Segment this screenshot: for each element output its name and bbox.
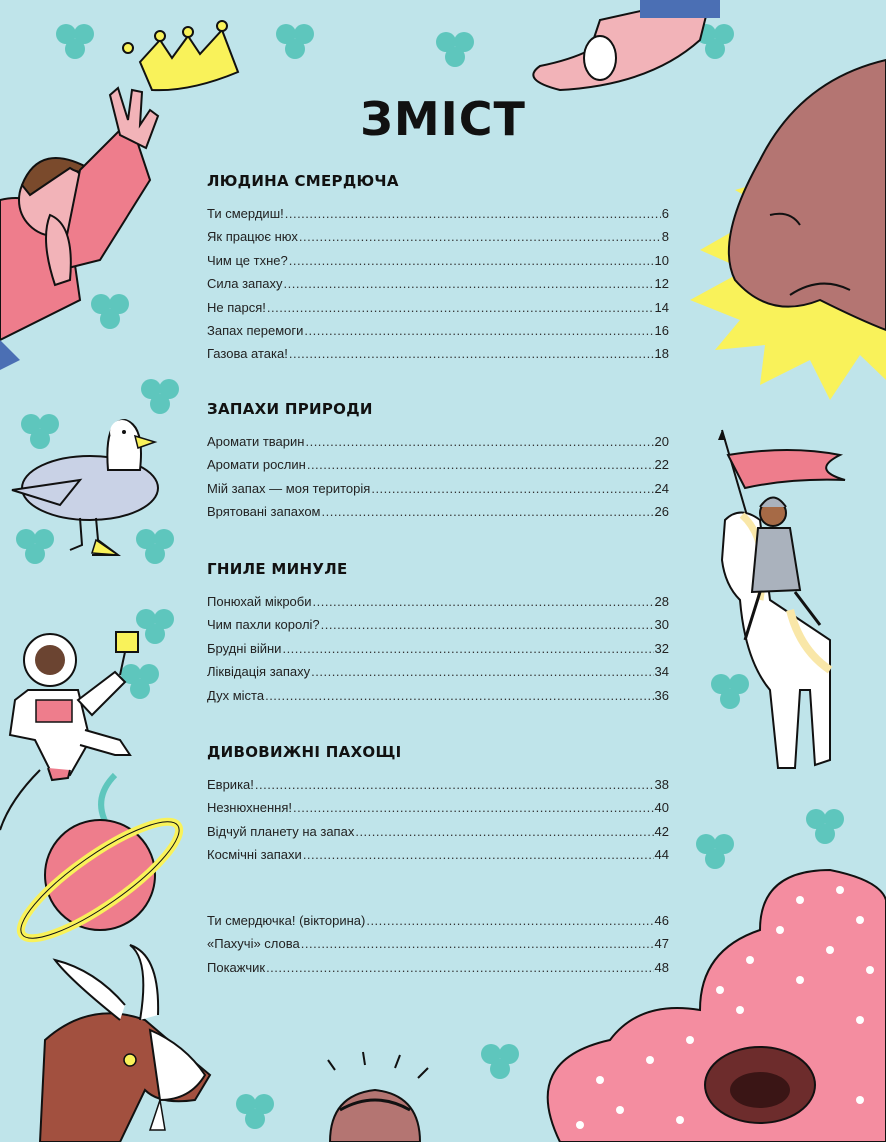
toc-entry[interactable]	[207, 594, 669, 617]
toc-entry[interactable]	[207, 777, 669, 800]
toc-section	[207, 560, 669, 711]
toc-entry[interactable]	[207, 824, 669, 847]
knight-icon	[718, 430, 845, 768]
toc-section-back-matter	[207, 913, 669, 983]
entry-page: 34	[654, 664, 669, 680]
dot-leader	[293, 800, 654, 815]
entry-label: Понюхай мікроби	[207, 594, 312, 609]
entry-page: 8	[661, 229, 669, 245]
crown-icon	[123, 21, 238, 90]
section-title: ЗАПАХИ ПРИРОДИ	[207, 400, 373, 418]
toc-entry[interactable]	[207, 847, 669, 870]
entry-label: Врятовані запахом	[207, 504, 321, 520]
dot-leader	[304, 323, 653, 338]
dot-leader	[299, 229, 661, 244]
entry-label: Як працює нюх	[207, 229, 298, 245]
toc-entry[interactable]	[207, 504, 669, 527]
toc-entry[interactable]	[207, 800, 669, 823]
toc-entry[interactable]	[207, 276, 669, 299]
entry-label: Чим пахли королі?	[207, 617, 320, 633]
toc-entry[interactable]	[207, 481, 669, 504]
entry-page: 38	[654, 777, 669, 792]
entry-page: 12	[654, 276, 669, 292]
entry-label: Ти смердиш!	[207, 206, 284, 221]
entry-label: Ліквідація запаху	[207, 664, 311, 680]
toc-entry[interactable]	[207, 434, 669, 457]
page-title: ЗМІСТ	[360, 92, 526, 146]
entry-label: Брудні війни	[207, 640, 282, 656]
entry-label: Покажчик	[207, 959, 266, 975]
entry-page: 48	[654, 959, 669, 975]
entry-page: 26	[654, 504, 669, 520]
entry-page: 30	[654, 617, 669, 633]
entry-page: 28	[654, 594, 669, 609]
toc-entry[interactable]	[207, 300, 669, 323]
dot-leader	[265, 688, 653, 703]
dot-leader	[321, 504, 653, 519]
hand-icon	[533, 0, 720, 90]
entry-label: Мій запах — моя територія	[207, 480, 371, 496]
section-title: ЛЮДИНА СМЕРДЮЧА	[207, 172, 399, 190]
toc-entry[interactable]	[207, 206, 669, 229]
dot-leader	[289, 253, 654, 268]
entry-page: 44	[654, 847, 669, 863]
dot-leader	[289, 346, 654, 361]
toc-entry[interactable]	[207, 457, 669, 480]
entry-label: Не парся!	[207, 299, 266, 315]
entry-page: 36	[654, 687, 669, 703]
dot-leader	[313, 594, 654, 609]
toc-entry[interactable]	[207, 229, 669, 252]
dot-leader	[266, 960, 653, 975]
toc-section	[207, 400, 669, 528]
entry-label: Запах перемоги	[207, 322, 304, 338]
section-title: ГНИЛЕ МИНУЛЕ	[207, 560, 348, 578]
dot-leader	[267, 300, 654, 315]
entry-label: Сила запаху	[207, 276, 283, 292]
planet-icon	[8, 805, 192, 955]
entry-page: 24	[654, 480, 669, 496]
entry-page: 22	[654, 457, 669, 473]
entry-label: Газова атака!	[207, 346, 288, 362]
face-icon	[328, 1052, 428, 1142]
entry-page: 46	[654, 913, 669, 928]
dot-leader	[282, 641, 653, 656]
astronaut-icon	[0, 632, 138, 830]
entry-label: Дух міста	[207, 687, 265, 703]
toc-entry[interactable]	[207, 688, 669, 711]
toc-entry[interactable]	[207, 936, 669, 959]
entry-page: 40	[654, 800, 669, 816]
toc-entry[interactable]	[207, 323, 669, 346]
dot-leader	[321, 617, 654, 632]
dot-leader	[311, 664, 653, 679]
entry-page: 42	[654, 823, 669, 839]
section-title: ДИВОВИЖНІ ПАХОЩІ	[207, 743, 402, 761]
entry-label: «Пахучі» слова	[207, 936, 300, 952]
entry-page: 47	[654, 936, 669, 952]
toc-entry[interactable]	[207, 253, 669, 276]
flower-icon	[548, 870, 886, 1142]
entry-page: 6	[661, 206, 669, 221]
dot-leader	[371, 481, 653, 496]
entry-page: 14	[654, 299, 669, 315]
toc-section	[207, 172, 669, 370]
entry-page: 16	[654, 322, 669, 338]
goat-icon	[40, 945, 210, 1142]
entry-page: 20	[654, 434, 669, 449]
dot-leader	[284, 276, 654, 291]
entry-page: 10	[654, 252, 669, 268]
dot-leader	[285, 206, 661, 221]
dot-leader	[255, 777, 654, 792]
entry-label: Аромати рослин	[207, 457, 306, 473]
dot-leader	[305, 434, 653, 449]
entry-label: Незнюхнення!	[207, 800, 292, 816]
entry-page: 18	[654, 346, 669, 362]
dot-leader	[366, 913, 653, 928]
dot-leader	[303, 847, 654, 862]
entry-page: 32	[654, 640, 669, 656]
entry-label: Ти смердючка! (вікторина)	[207, 913, 366, 928]
entry-label: Чим це тхне?	[207, 252, 288, 268]
dot-leader	[355, 824, 653, 839]
toc-entry[interactable]	[207, 664, 669, 687]
toc-entry[interactable]	[207, 913, 669, 936]
dot-leader	[307, 457, 654, 472]
toc-entry[interactable]	[207, 346, 669, 369]
entry-label: Космічні запахи	[207, 847, 302, 863]
toc-section	[207, 743, 669, 871]
entry-label: Відчуй планету на запах	[207, 823, 355, 839]
toc-entry[interactable]	[207, 617, 669, 640]
dot-leader	[301, 936, 654, 951]
toc-entry[interactable]	[207, 960, 669, 983]
entry-label: Аромати тварин	[207, 434, 305, 449]
entry-label: Еврика!	[207, 777, 254, 792]
toc-entry[interactable]	[207, 641, 669, 664]
